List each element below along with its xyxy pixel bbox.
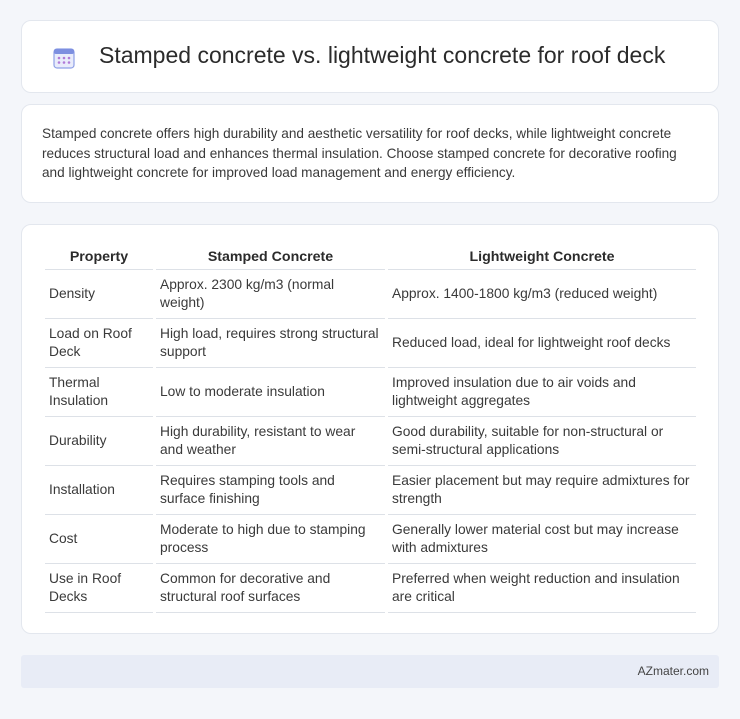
page-title: Stamped concrete vs. lightweight concrete for roof deck [99, 42, 666, 68]
footer-bar [21, 655, 719, 688]
footer-brand-link[interactable]: AZmater.com [637, 664, 709, 678]
lightweight-cell: Preferred when weight reduction and insulation are critical [388, 564, 696, 613]
calendar-icon [52, 46, 76, 70]
stamped-cell: High durability, resistant to wear and weather [156, 417, 385, 466]
table-row [45, 515, 696, 564]
table-row [45, 319, 696, 368]
comparison-table [42, 245, 699, 613]
lightweight-cell: Good durability, suitable for non-structural or semi-structural applications [388, 417, 696, 466]
table-row [45, 417, 696, 466]
stamped-cell: High load, requires strong structural support [156, 319, 385, 368]
property-cell: Installation [45, 466, 153, 515]
column-header-property: Property [45, 245, 153, 270]
summary-text: Stamped concrete offers high durability and aesthetic versatility for roof decks, while lightweight concrete reduces structural load and enhances thermal insulation. Choose stamped concrete for decorative roofing and lightweight concrete for improved load management and energy efficiency. [42, 126, 677, 180]
lightweight-cell: Easier placement but may require admixtures for strength [388, 466, 696, 515]
lightweight-cell: Approx. 1400-1800 kg/m3 (reduced weight) [388, 270, 696, 319]
table-row [45, 466, 696, 515]
lightweight-cell: Generally lower material cost but may increase with admixtures [388, 515, 696, 564]
property-cell: Thermal Insulation [45, 368, 153, 417]
stamped-cell: Requires stamping tools and surface finishing [156, 466, 385, 515]
property-cell: Cost [45, 515, 153, 564]
stamped-cell: Moderate to high due to stamping process [156, 515, 385, 564]
property-cell: Load on Roof Deck [45, 319, 153, 368]
property-cell: Density [45, 270, 153, 319]
table-row [45, 564, 696, 613]
lightweight-cell: Improved insulation due to air voids and lightweight aggregates [388, 368, 696, 417]
property-cell: Durability [45, 417, 153, 466]
summary-card [21, 104, 719, 203]
title-card [21, 20, 719, 93]
column-header-lightweight: Lightweight Concrete [388, 245, 696, 270]
stamped-cell: Common for decorative and structural roof surfaces [156, 564, 385, 613]
stamped-cell: Low to moderate insulation [156, 368, 385, 417]
table-row [45, 270, 696, 319]
comparison-table-card [21, 224, 719, 634]
stamped-cell: Approx. 2300 kg/m3 (normal weight) [156, 270, 385, 319]
lightweight-cell: Reduced load, ideal for lightweight roof decks [388, 319, 696, 368]
property-cell: Use in Roof Decks [45, 564, 153, 613]
table-row [45, 368, 696, 417]
table-header-row [45, 245, 696, 270]
column-header-stamped: Stamped Concrete [156, 245, 385, 270]
